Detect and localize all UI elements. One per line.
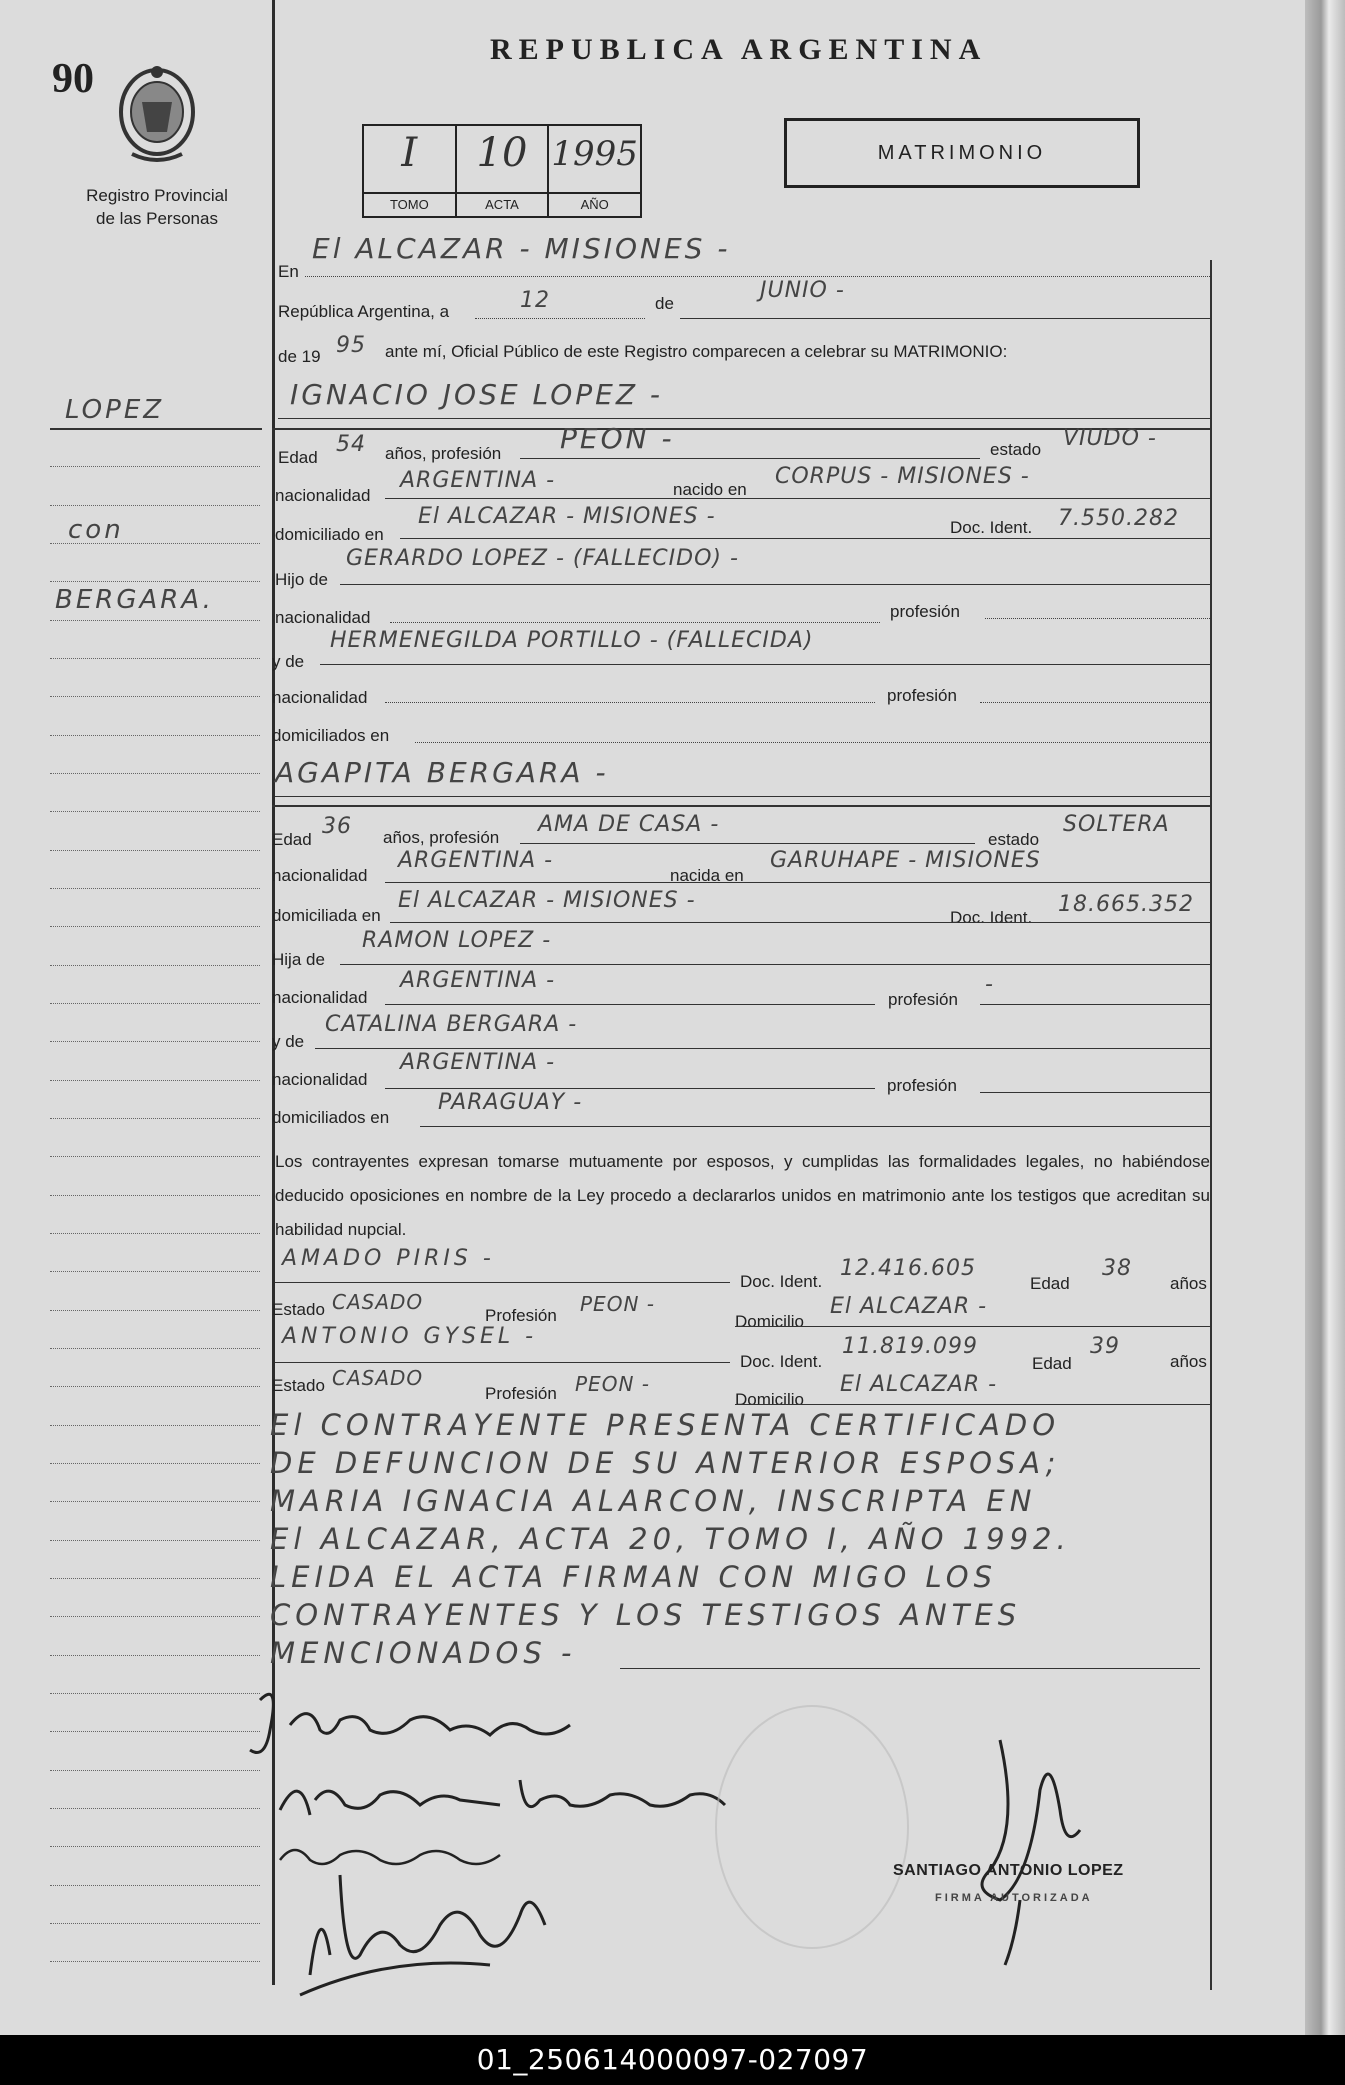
groom-doc: 7.550.282 xyxy=(1058,506,1179,531)
declaration-text: Los contrayentes expresan tomarse mutuamente por esposos, y cumplidas las formalidades legales, no habiéndose deducido oposiciones en nombre de la Ley procedo a declararlos unidos en matrimonio ante los testigos que acreditan su habilidad nupcial. xyxy=(275,1152,1210,1239)
observation-line: El CONTRAYENTE PRESENTA CERTIFICADO xyxy=(270,1408,1061,1442)
margin-rule xyxy=(50,466,260,467)
intro-text: ante mí, Oficial Público de este Registro comparecen a celebrar su MATRIMONIO: xyxy=(385,342,1008,361)
marriage-month: JUNIO - xyxy=(760,278,845,303)
groom-dom-label: domiciliado en xyxy=(275,525,384,544)
acta-label: ACTA xyxy=(457,192,548,216)
witness1-dom-label: Domicilio xyxy=(735,1312,804,1331)
acta-value: 10 xyxy=(476,130,528,176)
officer-title: FIRMA AUTORIZADA xyxy=(935,1892,1093,1904)
official-stamp xyxy=(715,1705,909,1949)
margin-rule xyxy=(50,811,260,812)
margin-rule xyxy=(50,696,260,697)
tomo-acta-ano-box xyxy=(362,124,642,218)
groom-father-nat-label: nacionalidad xyxy=(275,608,371,627)
witness1-anos-label: años xyxy=(1170,1274,1207,1293)
witness2-anos-label: años xyxy=(1170,1352,1207,1371)
bride-father-prof-label: profesión xyxy=(888,990,958,1009)
margin-rule xyxy=(50,505,260,506)
groom-signature xyxy=(240,1680,620,1765)
margin-connector: con xyxy=(68,515,124,545)
section-separator xyxy=(272,805,1212,807)
groom-domicile: El ALCAZAR - MISIONES - xyxy=(418,504,716,529)
en-label: En xyxy=(278,262,299,281)
margin-surname2: BERGARA. xyxy=(55,585,214,615)
margin-rule xyxy=(50,1425,260,1426)
margin-rule xyxy=(50,1578,260,1579)
margin-rule xyxy=(50,1540,260,1541)
witness1-edad-label: Edad xyxy=(1030,1274,1070,1293)
bride-nacida-label: nacida en xyxy=(670,866,744,885)
witness1-domicile: El ALCAZAR - xyxy=(830,1294,988,1319)
witness2-profession: PEON - xyxy=(575,1372,650,1396)
witness2-estado: CASADO xyxy=(332,1366,424,1390)
groom-mother-prof-label: profesión xyxy=(887,686,957,705)
registry-line2: de las Personas xyxy=(96,209,218,228)
observation-line: El ALCAZAR, ACTA 20, TOMO I, AÑO 1992. xyxy=(270,1522,1071,1556)
fill-line xyxy=(385,1004,875,1005)
groom-yde-label: y de xyxy=(272,652,305,671)
fill-line xyxy=(385,1088,875,1089)
groom-nacido-label: nacido en xyxy=(673,480,747,499)
witness1-age: 38 xyxy=(1102,1256,1132,1281)
registry-label xyxy=(72,184,242,230)
bride-birthplace: GARUHAPE - MISIONES xyxy=(770,848,1041,873)
bride-hija-label: Hija de xyxy=(272,950,325,969)
groom-nationality: ARGENTINA - xyxy=(400,468,556,493)
bride-domicile: El ALCAZAR - MISIONES - xyxy=(398,888,696,913)
margin-rule xyxy=(50,1003,260,1004)
registry-line1: Registro Provincial xyxy=(86,186,228,205)
fill-line xyxy=(400,538,1210,539)
fill-line xyxy=(385,702,875,703)
fill-line xyxy=(520,458,980,459)
fill-line xyxy=(275,796,1210,797)
margin-rule xyxy=(50,773,260,774)
margin-rule xyxy=(50,1961,260,1962)
bride-yde-label: y de xyxy=(272,1032,305,1051)
bride-doc-label: Doc. Ident. xyxy=(950,908,1033,927)
bride-doc: 18.665.352 xyxy=(1058,892,1194,917)
bride-father-nationality: ARGENTINA - xyxy=(400,968,556,993)
witness1-prof-label: Profesión xyxy=(485,1306,557,1325)
act-type-box: MATRIMONIO xyxy=(784,118,1140,188)
fill-line xyxy=(275,1362,730,1363)
bride-edad-label: Edad xyxy=(272,830,312,849)
bride-dom-label: domiciliada en xyxy=(272,906,381,925)
fill-line xyxy=(620,1668,1200,1669)
bride-father-profession: - xyxy=(985,972,994,997)
tomo-value: I xyxy=(401,130,418,176)
margin-rule xyxy=(50,1463,260,1464)
registry-seal-icon xyxy=(112,62,202,172)
bride-anos-label: años, profesión xyxy=(383,828,500,847)
witness2-doc: 11.819.099 xyxy=(842,1334,978,1359)
margin-rule xyxy=(50,543,260,544)
observation-line: MARIA IGNACIA ALARCON, INSCRIPTA EN xyxy=(270,1484,1037,1518)
year-prefix: de 19 xyxy=(278,347,321,366)
margin-rule xyxy=(50,735,260,736)
fill-line xyxy=(415,742,1210,743)
margin-rule xyxy=(50,850,260,851)
witness1-doc-label: Doc. Ident. xyxy=(740,1272,823,1291)
fill-line xyxy=(340,584,1210,585)
witness2-edad-label: Edad xyxy=(1032,1354,1072,1373)
marriage-day: 12 xyxy=(520,288,550,313)
fill-line xyxy=(735,1404,1210,1405)
groom-age: 54 xyxy=(336,432,366,457)
observation-line: MENCIONADOS - xyxy=(270,1636,577,1670)
groom-anos-label: años, profesión xyxy=(385,444,502,463)
republica-label: República Argentina, a xyxy=(278,302,450,321)
marriage-place: El ALCAZAR - MISIONES - xyxy=(312,232,731,265)
groom-edad-label: Edad xyxy=(278,448,318,467)
margin-rule xyxy=(50,888,260,889)
bride-nationality: ARGENTINA - xyxy=(398,848,554,873)
groom-doc-label: Doc. Ident. xyxy=(950,518,1033,537)
fill-line xyxy=(390,922,1210,923)
witness1-profession: PEON - xyxy=(580,1292,655,1316)
witness2-name: ANTONIO GYSEL - xyxy=(282,1324,538,1349)
groom-estado-label: estado xyxy=(990,440,1042,459)
bride-nat-label: nacionalidad xyxy=(272,866,368,885)
margin-rule xyxy=(50,1770,260,1771)
witness2-doc-label: Doc. Ident. xyxy=(740,1352,823,1371)
margin-rule xyxy=(50,1195,260,1196)
bride-estado-label: estado xyxy=(988,830,1040,849)
fill-line xyxy=(980,1004,1210,1005)
witness2-domicile: El ALCAZAR - xyxy=(840,1372,998,1397)
fill-line xyxy=(305,276,1210,277)
bride-signature xyxy=(270,1760,740,1835)
margin-rule xyxy=(50,428,262,430)
margin-rule xyxy=(50,1655,260,1656)
fill-line xyxy=(980,702,1210,703)
country-title: REPUBLICA ARGENTINA xyxy=(490,33,988,66)
fill-line xyxy=(385,882,1210,883)
margin-rule xyxy=(50,1118,260,1119)
margin-rule xyxy=(50,1233,260,1234)
groom-name: IGNACIO JOSE LOPEZ - xyxy=(290,378,664,411)
margin-rule xyxy=(50,1348,260,1349)
officer-name: SANTIAGO ANTONIO LOPEZ xyxy=(893,1862,1124,1879)
witness2-dom-label: Domicilio xyxy=(735,1390,804,1409)
fill-line xyxy=(735,1326,1210,1327)
margin-rule xyxy=(50,1693,260,1694)
de-label: de xyxy=(655,294,674,313)
fill-line xyxy=(340,964,1210,965)
margin-rule xyxy=(50,581,260,582)
fill-line xyxy=(980,1092,1210,1093)
margin-rule xyxy=(50,1501,260,1502)
bride-age: 36 xyxy=(322,814,352,839)
margin-rule xyxy=(50,1808,260,1809)
margin-surname1: LOPEZ xyxy=(65,395,165,425)
tomo-cell xyxy=(364,126,457,216)
witness2-signature xyxy=(290,1855,570,2000)
marriage-year-suffix: 95 xyxy=(336,333,366,358)
margin-rule xyxy=(50,1156,260,1157)
groom-mother-nat-label: nacionalidad xyxy=(272,688,368,707)
fill-line xyxy=(420,1126,1210,1127)
fill-line xyxy=(320,664,1210,665)
witness2-age: 39 xyxy=(1090,1334,1120,1359)
margin-rule xyxy=(50,620,260,621)
file-identifier: 01_250614000097-027097 xyxy=(0,2035,1345,2085)
observation-line: DE DEFUNCION DE SU ANTERIOR ESPOSA; xyxy=(270,1446,1061,1480)
fill-line xyxy=(385,498,1210,499)
bride-estado: SOLTERA xyxy=(1063,812,1170,837)
fill-line xyxy=(475,318,645,319)
margin-rule xyxy=(50,1731,260,1732)
margin-rule xyxy=(50,1386,260,1387)
observation-line: CONTRAYENTES Y LOS TESTIGOS ANTES xyxy=(270,1598,1022,1632)
observation-line: LEIDA EL ACTA FIRMAN CON MIGO LOS xyxy=(270,1560,998,1594)
bride-name: AGAPITA BERGARA - xyxy=(275,756,609,789)
margin-rule xyxy=(50,1616,260,1617)
bride-profession: AMA DE CASA - xyxy=(538,812,720,837)
ano-cell xyxy=(549,126,640,216)
bride-mother-nat-label: nacionalidad xyxy=(272,1070,368,1089)
witness2-estado-label: Estado xyxy=(272,1376,325,1395)
groom-hijo-label: Hijo de xyxy=(275,570,328,589)
groom-estado: VIUDO - xyxy=(1063,426,1157,451)
fill-line xyxy=(278,418,1210,419)
tomo-label: TOMO xyxy=(364,192,455,216)
groom-father: GERARDO LOPEZ - (FALLECIDO) - xyxy=(346,546,739,571)
ano-label: AÑO xyxy=(549,192,640,216)
margin-rule xyxy=(50,658,260,659)
bride-parents-dom-label: domiciliados en xyxy=(272,1108,390,1127)
page-number: 90 xyxy=(52,56,94,102)
bride-mother-nationality: ARGENTINA - xyxy=(400,1050,556,1075)
bride-father: RAMON LOPEZ - xyxy=(362,928,552,953)
groom-birthplace: CORPUS - MISIONES - xyxy=(775,464,1030,489)
bride-father-nat-label: nacionalidad xyxy=(272,988,368,1007)
acta-cell xyxy=(457,126,550,216)
margin-rule xyxy=(50,926,260,927)
margin-rule xyxy=(50,1846,260,1847)
margin-rule xyxy=(50,1310,260,1311)
groom-profession: PEON - xyxy=(560,422,675,455)
margin-rule xyxy=(50,1041,260,1042)
fill-line xyxy=(315,1048,1210,1049)
witness1-name: AMADO PIRIS - xyxy=(282,1246,495,1271)
witness2-prof-label: Profesión xyxy=(485,1384,557,1403)
fill-line xyxy=(390,622,880,623)
bride-mother: CATALINA BERGARA - xyxy=(325,1012,578,1037)
fill-line xyxy=(985,618,1210,619)
officer-signature xyxy=(960,1730,1110,1970)
margin-rule xyxy=(50,1080,260,1081)
witness1-estado-label: Estado xyxy=(272,1300,325,1319)
bride-mother-prof-label: profesión xyxy=(887,1076,957,1095)
groom-parents-dom-label: domiciliados en xyxy=(272,726,390,745)
fill-line xyxy=(680,318,1210,319)
margin-rule xyxy=(50,1885,260,1886)
fill-line xyxy=(520,843,975,844)
groom-father-prof-label: profesión xyxy=(890,602,960,621)
right-border xyxy=(1210,260,1212,1990)
witness1-doc: 12.416.605 xyxy=(840,1256,976,1281)
witness1-estado: CASADO xyxy=(332,1290,424,1314)
page-edge xyxy=(1305,0,1345,2035)
groom-nat-label: nacionalidad xyxy=(275,486,371,505)
fill-line xyxy=(275,1282,730,1283)
margin-rule xyxy=(50,1923,260,1924)
groom-mother: HERMENEGILDA PORTILLO - (FALLECIDA) xyxy=(330,628,814,653)
margin-rule xyxy=(50,1271,260,1272)
ano-value: 1995 xyxy=(551,134,638,174)
bride-parents-domicile: PARAGUAY - xyxy=(438,1090,583,1115)
margin-rule xyxy=(50,965,260,966)
